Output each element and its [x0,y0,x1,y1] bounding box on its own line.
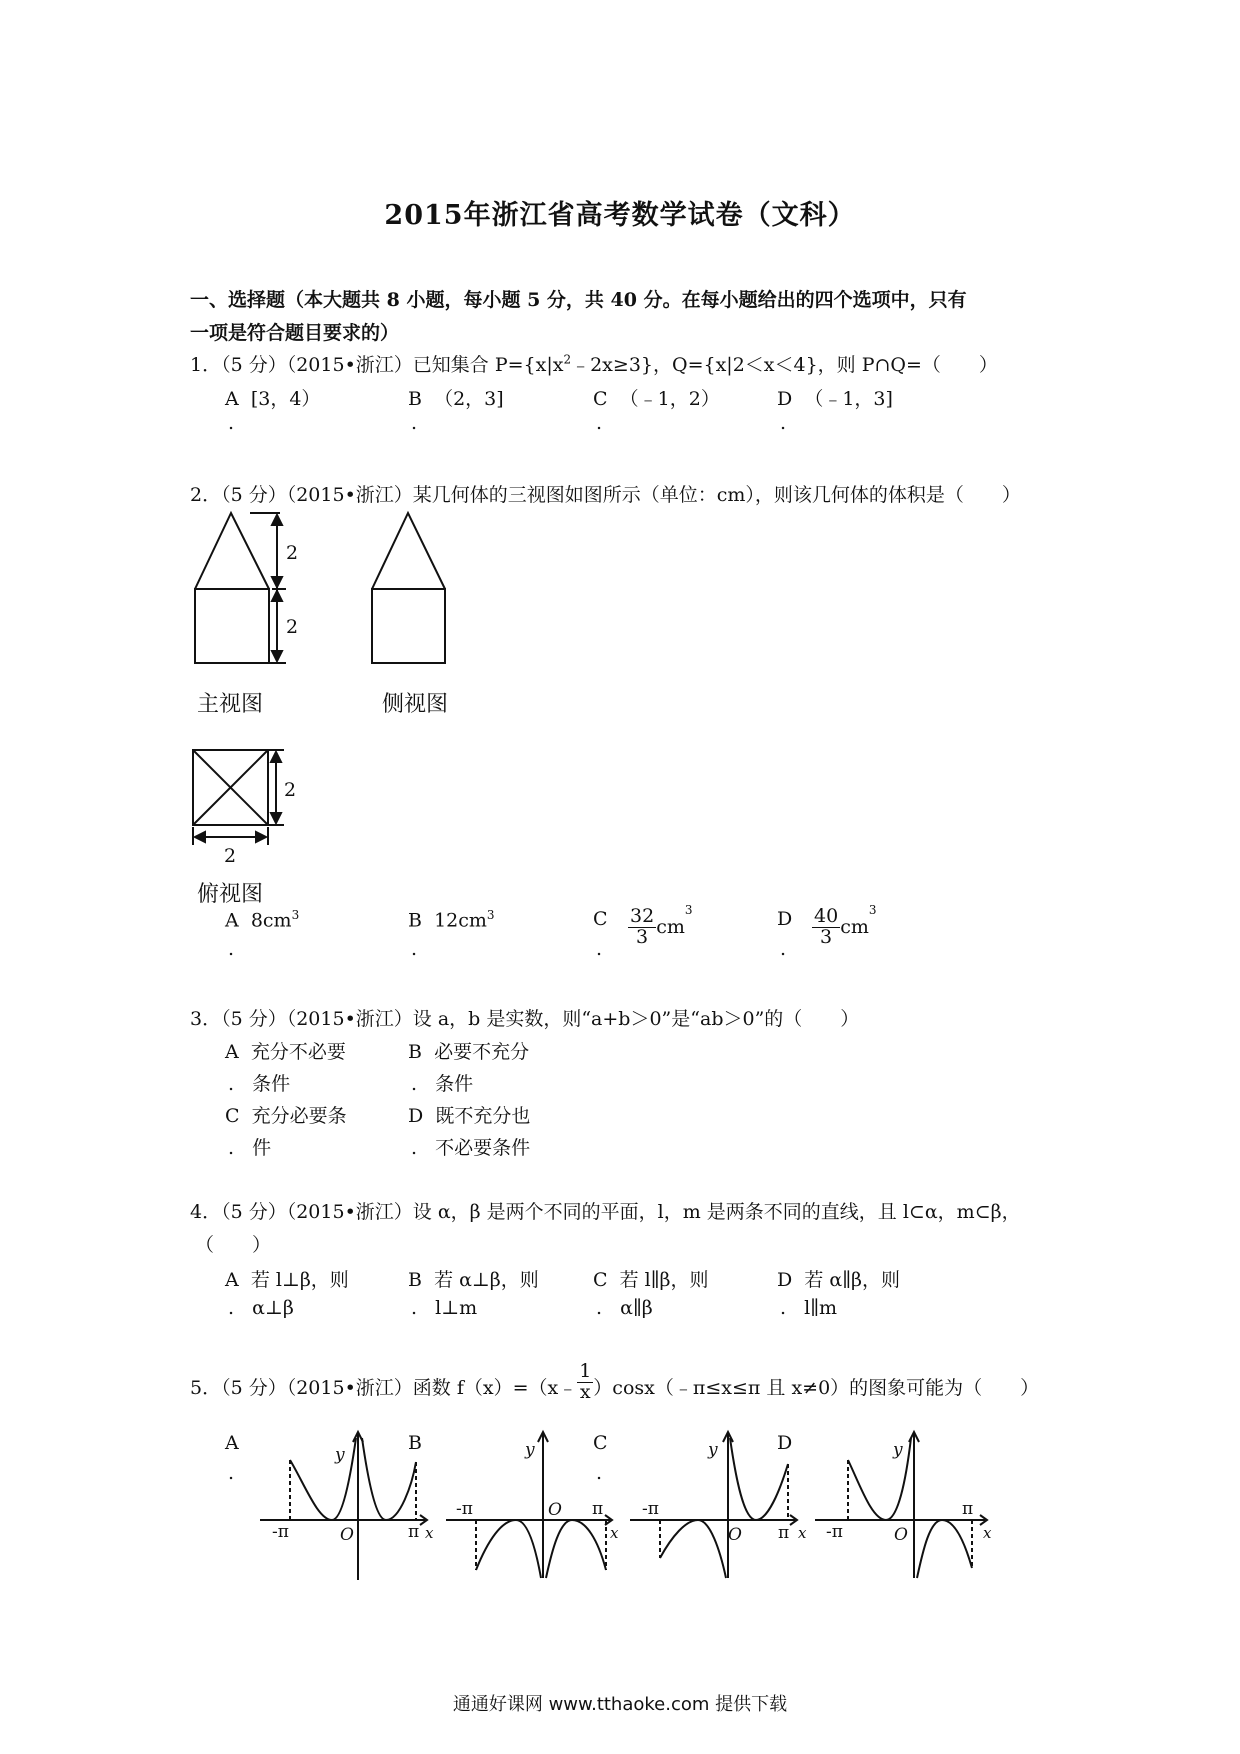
paper-title: 2015年浙江省高考数学试卷（文科） [384,200,856,231]
q4-option-a[interactable] [225,1265,349,1292]
fraction-denominator: x [579,1380,591,1403]
option-dot: . [780,1297,787,1319]
option-text: 充分必要条 [251,1105,347,1127]
option-text: l∥m [804,1297,838,1319]
front-view-drawing [195,513,269,663]
q4-option-c[interactable] [593,1265,709,1292]
graph-c-y-label: y [708,1440,718,1460]
graph-c-neg-pi-label: -π [642,1499,659,1519]
option-text: 件 [252,1137,272,1159]
graph-c-pi-label: π [778,1523,790,1543]
graph-a-origin-label: O [340,1525,354,1545]
q5-option-d-letter[interactable]: D [777,1432,793,1454]
top-view-label: 俯视图 [197,882,264,907]
question-4-stem-line2: （ ） [195,1234,272,1256]
option-text: 12cm [434,909,487,932]
graph-d-y-label: y [893,1440,903,1460]
q5-graphs [250,1420,1010,1590]
fraction-one-over-x [577,1359,593,1403]
option-unit: cm [656,916,685,938]
option-text: 条件 [435,1073,474,1095]
q3-option-c-line2 [228,1133,271,1160]
q5-option-c-letter[interactable]: C [593,1432,608,1454]
option-letter: C [593,388,608,410]
option-dot: . [411,1297,418,1319]
question-1-stem [190,350,998,377]
q4-option-b-line2 [411,1297,477,1319]
q3-option-c[interactable] [225,1101,347,1128]
q5-stem-part2: ）cosx（﹣π≤x≤π 且 x≠0）的图象可能为（ ） [593,1377,1040,1399]
graph-b-neg-pi-label: -π [456,1499,473,1519]
graph-b-x-label: x [610,1524,619,1542]
q5-stem-part1: 5．（5 分）（2015•浙江）函数 f（x）=（x﹣ [190,1377,578,1399]
page-footer: 通通好课网 www.tthaoke.com 提供下载 [452,1694,788,1715]
q5-option-a-letter[interactable]: A [225,1432,239,1454]
side-view-label: 侧视图 [382,692,449,717]
q2-option-a[interactable] [225,908,299,931]
front-dim-top: 2 [286,542,299,564]
option-text: 既不充分也 [435,1105,531,1127]
q1-exponent: 2 [563,352,572,367]
graph-a-pi-label: π [408,1522,420,1542]
q2-option-b[interactable] [408,908,495,931]
q1-stem-part2: ﹣2x≥3}，Q={x|2＜x＜4}，则 P∩Q=（ ） [571,354,998,376]
option-text: （﹣1，2） [619,388,720,410]
q3-option-d[interactable] [408,1101,530,1128]
option-text: 若 l∥β，则 [619,1269,709,1291]
option-text: 若 α⊥β，则 [434,1269,539,1291]
q2-option-d[interactable] [777,908,792,930]
option-dot: . [228,1073,235,1095]
q1-dot-a: . [228,412,235,434]
option-letter: C [593,1269,608,1291]
graph-c-origin-label: O [728,1525,742,1545]
q1-option-d[interactable] [777,384,893,411]
option-dot: . [411,1073,418,1095]
q2-dot-d: . [780,938,787,960]
graph-b-origin-label: O [548,1500,562,1520]
q1-dot-b: . [411,412,418,434]
option-text: 若 l⊥β，则 [250,1269,349,1291]
top-dim-bottom: 2 [224,845,237,867]
option-letter: D [777,908,793,930]
option-dot: . [228,1297,235,1319]
fraction-denominator: 3 [636,925,649,948]
q5-dot-c: . [596,1462,603,1484]
q1-stem-part1: 1．（5 分）（2015•浙江）已知集合 P={x|x [190,354,564,376]
option-text: 条件 [252,1073,291,1095]
q4-option-d[interactable] [777,1265,900,1292]
option-letter: A [225,909,239,932]
q1-option-c[interactable] [593,384,720,411]
option-letter: D [777,388,793,410]
option-text: （﹣1，3] [804,388,893,410]
question-5-stem [190,1359,1040,1403]
q3-option-a[interactable] [225,1037,346,1064]
option-text: 8cm [250,909,292,932]
q5-option-b-letter[interactable]: B [408,1432,422,1454]
graph-a-neg-pi-label: -π [272,1522,289,1542]
top-view-drawing [193,750,268,825]
front-view-label: 主视图 [197,692,264,717]
option-dot: . [596,1297,603,1319]
q1-dot-d: . [780,412,787,434]
option-unit: cm [840,916,869,938]
option-exponent: 3 [291,908,300,922]
option-letter: C [593,908,608,930]
option-exponent: 3 [868,903,877,917]
q4-option-c-line2 [596,1297,653,1319]
graph-a-y-label: y [335,1445,345,1465]
section-header-line2: 一项是符合题目要求的） [190,322,400,344]
q5-dot-a: . [228,1462,235,1484]
q2-dot-c: . [596,938,603,960]
fraction [812,904,840,948]
option-dot: . [228,1137,235,1159]
fraction-numerator: 32 [630,904,655,927]
option-letter: B [408,1269,422,1291]
option-letter: C [225,1105,240,1127]
option-letter: A [225,1041,239,1063]
graph-d-neg-pi-label: -π [826,1522,843,1542]
option-letter: B [408,388,422,410]
graph-b-y-label: y [525,1440,535,1460]
q4-option-a-line2 [228,1297,294,1319]
q3-option-b[interactable] [408,1037,529,1064]
option-exponent: 3 [486,908,495,922]
option-text: 若 α∥β，则 [804,1269,900,1291]
q3-option-a-line2 [228,1069,290,1096]
option-text: [3，4） [250,388,321,410]
top-dim-right: 2 [284,779,297,801]
front-dim-bottom: 2 [286,616,299,638]
q1-dot-c: . [596,412,603,434]
graph-a-x-label: x [425,1524,434,1542]
q1-option-b[interactable] [408,384,504,411]
graph-d-pi-label: π [962,1499,974,1519]
q2-dot-a: . [228,938,235,960]
q4-option-d-line2 [780,1297,837,1319]
option-text: α∥β [620,1297,653,1319]
option-text: 充分不必要 [250,1041,346,1063]
q3-option-b-line2 [411,1069,473,1096]
fraction [628,904,656,948]
q2-option-c-value [628,903,693,947]
graph-d-origin-label: O [894,1525,908,1545]
option-letter: A [225,1269,239,1291]
question-3-stem: 3．（5 分）（2015•浙江）设 a，b 是实数，则“a+b＞0”是“ab＞0”的（ ） [190,1008,860,1030]
option-letter: D [777,1269,793,1291]
fraction-denominator: 3 [820,925,833,948]
option-letter: D [408,1105,424,1127]
option-exponent: 3 [684,903,693,917]
question-4-stem: 4．（5 分）（2015•浙江）设 α，β 是两个不同的平面，l，m 是两条不同的直线，且 l⊂α，m⊂β， [190,1201,1021,1223]
graph-b-pi-label: π [592,1499,604,1519]
fraction-numerator: 40 [814,904,839,927]
graph-d-x-label: x [983,1524,992,1542]
q2-option-d-value [812,903,877,947]
option-letter: B [408,1041,422,1063]
graph-c-x-label: x [798,1524,807,1542]
option-text: 必要不充分 [434,1041,530,1063]
side-view-drawing [372,513,445,663]
q2-option-c[interactable] [593,908,608,930]
option-text: l⊥m [435,1297,478,1319]
option-text: （2，3] [434,388,504,410]
q2-dot-b: . [411,938,418,960]
q4-option-b[interactable] [408,1265,539,1292]
option-dot: . [411,1137,418,1159]
option-text: α⊥β [252,1297,294,1319]
option-letter: A [225,388,239,410]
q1-option-a[interactable] [225,384,320,411]
section-header-line1: 一、选择题（本大题共 8 小题，每小题 5 分，共 40 分。在每小题给出的四个选项中，只有 [190,289,967,311]
option-letter: B [408,909,422,932]
q3-option-d-line2 [411,1133,530,1160]
question-2-stem: 2．（5 分）（2015•浙江）某几何体的三视图如图所示（单位：cm），则该几何体的体积是（ ） [190,484,1021,506]
fraction-numerator: 1 [579,1359,592,1382]
option-text: 不必要条件 [435,1137,531,1159]
